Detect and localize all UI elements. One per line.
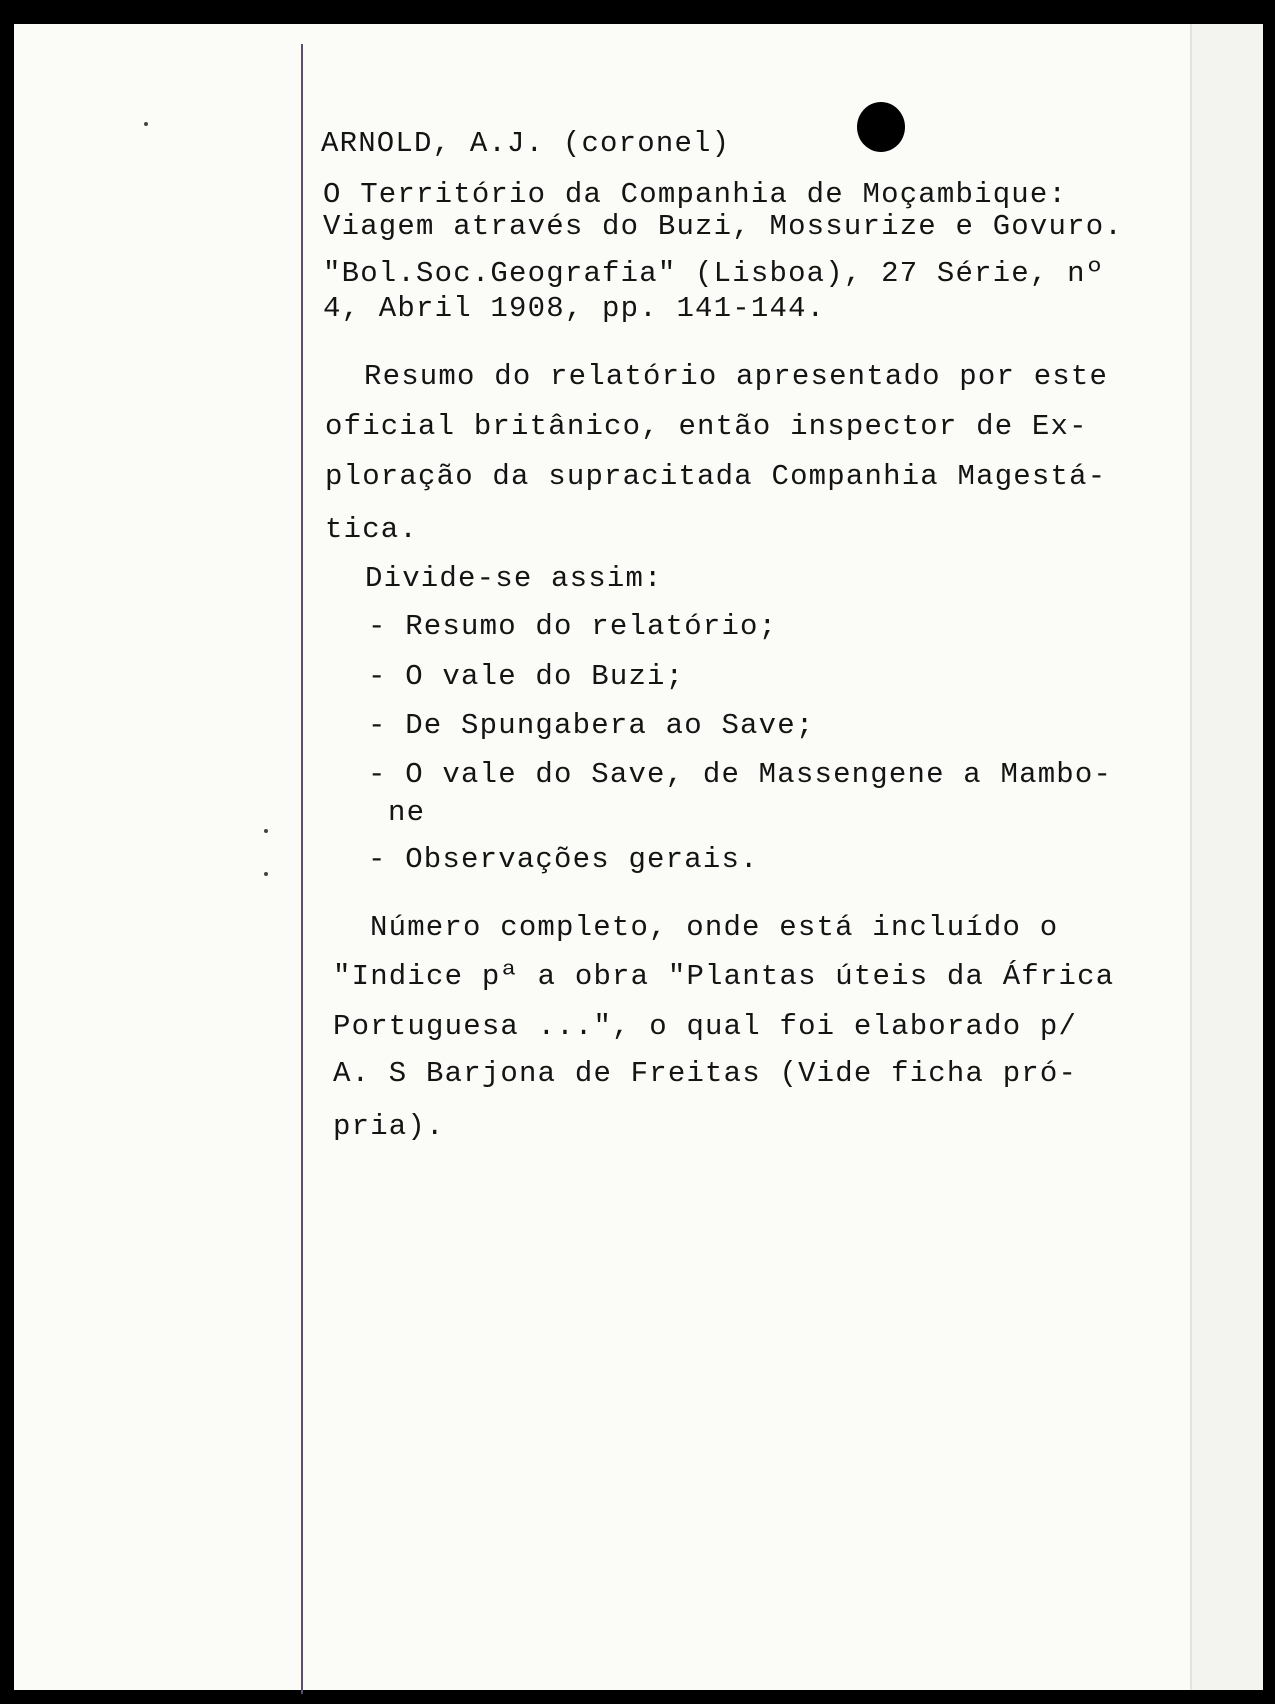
note-line-2: "Indice pª a obra "Plantas úteis da África bbox=[333, 960, 1115, 993]
summary-line-3: ploração da supracitada Companhia Magestá- bbox=[325, 460, 1107, 493]
list-item-4-line-1: - O vale do Save, de Massengene a Mambo- bbox=[368, 758, 1113, 791]
list-item-4-line-2: ne bbox=[388, 796, 426, 829]
speck bbox=[264, 829, 268, 833]
source-line-1: "Bol.Soc.Geografia" (Lisboa), 27 Série, nº bbox=[323, 257, 1105, 290]
card-edge-strip bbox=[1190, 24, 1263, 1690]
title-line-2: Viagem através do Buzi, Mossurize e Govuro. bbox=[323, 210, 1123, 243]
note-line-5: pria). bbox=[333, 1110, 445, 1143]
summary-line-1: Resumo do relatório apresentado por este bbox=[364, 360, 1109, 393]
speck bbox=[144, 122, 148, 126]
note-line-1: Número completo, onde está incluído o bbox=[370, 911, 1059, 944]
speck bbox=[264, 872, 268, 876]
author-line: ARNOLD, A.J. (coronel) bbox=[321, 127, 731, 160]
margin-rule bbox=[301, 44, 303, 1694]
title-line-1: O Território da Companhia de Moçambique: bbox=[323, 178, 1068, 211]
list-item-3: - De Spungabera ao Save; bbox=[368, 709, 815, 742]
summary-line-2: oficial britânico, então inspector de Ex- bbox=[325, 410, 1088, 443]
summary-line-4: tica. bbox=[325, 513, 419, 546]
note-line-3: Portuguesa ...", o qual foi elaborado p/ bbox=[333, 1010, 1078, 1043]
divide-intro: Divide-se assim: bbox=[365, 562, 663, 595]
list-item-1: - Resumo do relatório; bbox=[368, 610, 778, 643]
punch-hole bbox=[857, 102, 905, 152]
note-line-4: A. S Barjona de Freitas (Vide ficha pró- bbox=[333, 1057, 1078, 1090]
list-item-5: - Observações gerais. bbox=[368, 843, 759, 876]
list-item-2: - O vale do Buzi; bbox=[368, 660, 685, 693]
source-line-2: 4, Abril 1908, pp. 141-144. bbox=[323, 292, 826, 325]
